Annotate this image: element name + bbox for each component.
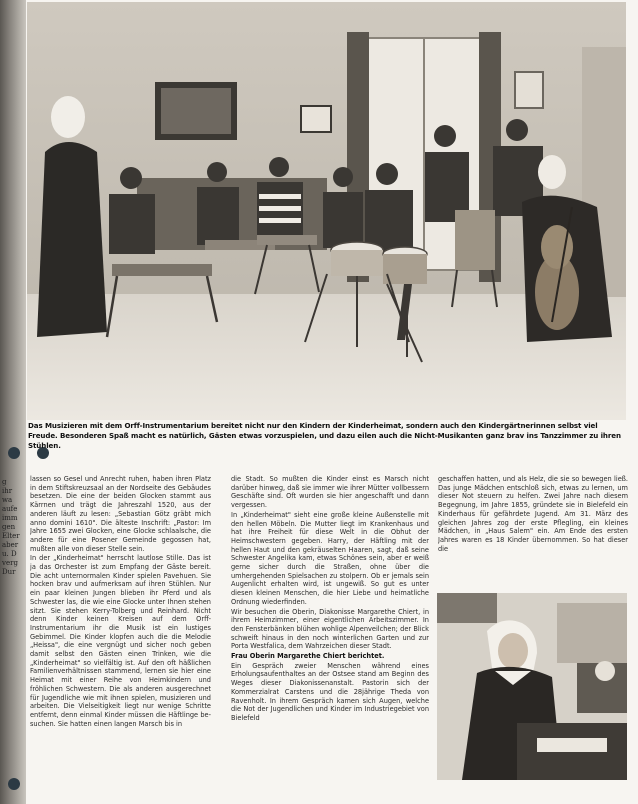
main-photo-illustration — [27, 2, 626, 420]
oberin-photo-illustration — [437, 593, 627, 780]
oberin-photo — [437, 593, 627, 780]
paragraph: die Stadt. So mußten die Kinder einst es Marsch nicht darüber hinweg, daß sie immer wie ihrer Mütter vollbessern Geschäfte sind. Oft wurden sie hier angeschafft und dann vergessen. — [231, 475, 429, 510]
binding-hole-icon — [8, 447, 20, 459]
article-column-3 — [438, 475, 628, 587]
adjacent-page-strip — [0, 0, 26, 804]
subheading: Frau Oberin Margarethe Chiert berichtet. — [231, 652, 385, 661]
paragraph: geschaffen hatten, und als Helz, die sie so bewegen ließ. Das junge Mädchen entschloß sich, etwas zu lernen, um dieser Not steuern zu helfen. Zwei Jahre nach diesem Begegnung, im Jahre 1855, gründete sie in Bielefeld ein Kinderhaus für gefährdete Jugend. Am 31. März des gleichen Jahres zog der erste Pflegling, ein kleines Mädchen, in „Haus Salem" ein. Am Ende des ersten Jahres waren es 18 Kinder übernommen. So hat dieser die — [438, 475, 628, 553]
photo-caption: Das Musizieren mit dem Orff-Instrumentarium bereitet nicht nur den Kindern der Kinderheimat, sondern auch den Kindergärtnerinnen selbst viel Freude. Besonderen Spaß macht es natürlich, Gästen etwas vorzuspielen, und dazu eilen auch die Nicht-Musikanten ganz brav ins Tanzzimmer zu ihren Stühlen. — [28, 421, 621, 450]
binding-hole-icon — [8, 778, 20, 790]
adjacent-page-text: g ihr wa aufe imm gen Elter aber u. D verg Dur — [2, 478, 20, 576]
main-photo-children-orchestra — [27, 2, 626, 420]
paragraph: In der „Kinderheimat" herrscht lautlose Stille. Das ist ja das Orchester ist zum Empfang der Gäste bereit. Die acht unternormalen Kinder spielen Pavehuen. Sie hocken brav und aufmerksam auf ihren Stühlen. Nur ein paar kleinen Jungen blieben ihr Pferd und als Schwester las, die wie eine Glocke unter Ihnen stehen sitzt. Sie stehen Kerry-Tolberg und Reinhard. Nicht denn Kinder keinen Kreisen auf dem Orff-Instrumentarium ihr die Musik ist ein lustiges Gebimmel. Die Kinder klopfen auch die die Melodie „Heissa", die eine vergnügt und sicher noch geben damit selbst den Gästen einen Trinken, wie die „Kinderheimat" so vielfältig ist. Auf den oft häßlichen Familienverhältnissen stammend, lernen sie hier eine Heimat mit einer Reihe von Heimkindern und fröhlichen Schwestern. Die als anderen ausgerechnet für Jugendliche wie mit ihnen spielen, musizieren und arbeiten. Die Vielseitigkeit liegt nur wenige Schritte entfernt, denn einmal Kinder müssen die Häftlinge be-suchen. Sie hatten einen langen Marsch bis in — [30, 554, 211, 728]
article-column-2 — [231, 475, 429, 801]
paragraph: In „Kinderheimat" sieht eine große kleine Außenstelle mit den hellen Möbeln. Die Mutter liegt im Krankenhaus und hat ihre Freiheit für diese Welt in die Obhut der Heimschwestern gegeben. Harry, der Häftling mit der hellen Haut und den gekräuselten Haaren, sagt, daß seine Schwester Angelika kam, etwas Schönes sein, aber er weiß gerne sicher durch die Straßen, ohne über die umhergehenden Spielsachen zu stolpern. Ob er jemals sein Augenlicht erhalten wird, ist ungewiß. So gut es unter diesen kleinen Menschen, die hier Liebe und heimatliche Ordnung wiederfinden. — [231, 510, 429, 606]
article-column-1 — [30, 475, 211, 801]
paragraph: Ein Gespräch zweier Menschen während eines Erholungsaufenthaltes an der Ostsee stand am Beginn des Weges dieser Diakonissenanstalt. Pastorin sich der Kommerzialrat Carstens und die 28jährige Theda von Ravenholt. In ihrem Gespräch kamen sich Augen, welche die Not der Jugendlichen und Kinder im Industriegebiet von Bielefeld — [231, 661, 429, 722]
paragraph: Wir besuchen die Oberin, Diakonisse Margarethe Chiert, in ihrem Heimzimmer, einer eigentlichen Arbeitszimmer. In den Fensterbänken blühen wohlige Alpenveilchen; der Blick schweift hinaus in den noch winterlichen Garten und zur Porta Westfalica, dem Wahrzeichen dieser Stadt. — [231, 607, 429, 651]
paragraph: lassen so Gesel und Anrecht ruhen, haben ihren Platz in dem Stiftskreuzsaal an der Nordseite des Gebäudes besetzen. Die eine der beiden Glocken stammt aus Kärrnen und trägt die Jahreszahl 1520, aus der anderen läuft zu lesen: „Sebastian Götz gräbt mich anno domini 1610". Die älteste Inschrift: „Pastor: Im Jahre 1655 zwei Glocken, eine Glocke schlaalsche, die andere für eine Posener Gemeinde gegossen hat, mußten alle von dieser Stelle sein. — [30, 475, 211, 553]
